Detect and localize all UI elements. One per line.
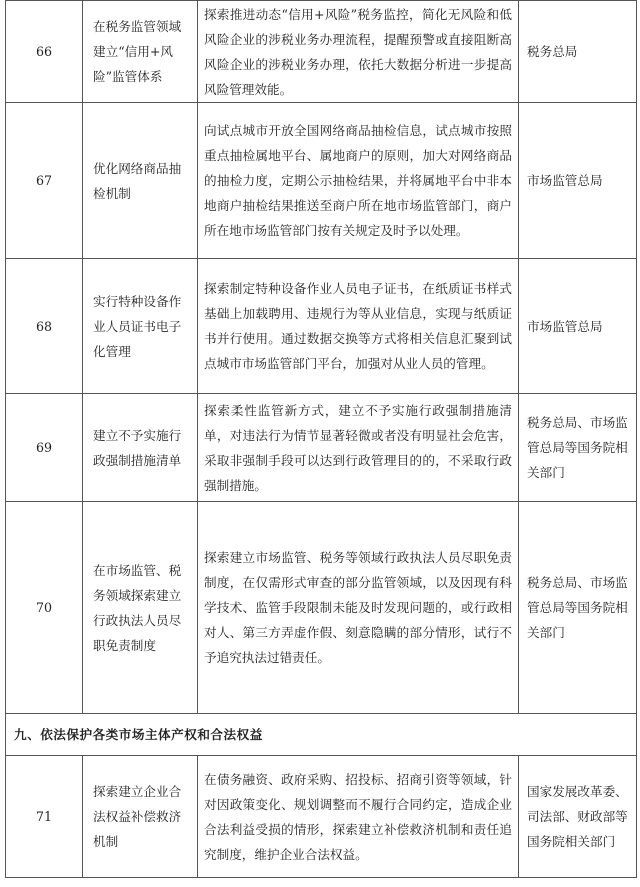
responsible-department: 税务总局 — [519, 1, 637, 103]
row-number: 70 — [6, 502, 83, 714]
responsible-department: 国家发展改革委、司法部、财政部等国务院相关部门 — [519, 756, 637, 878]
responsible-department: 市场监管总局 — [519, 103, 637, 259]
policy-table — [5, 0, 637, 878]
table-row — [6, 394, 637, 502]
measure-name: 在税务监管领域建立“信用+风险”监管体系 — [83, 1, 198, 103]
section-row — [6, 714, 637, 756]
row-number: 66 — [6, 1, 83, 103]
measure-description: 探索推进动态“信用+风险”税务监控，简化无风险和低风险企业的涉税业务办理流程，提醒预警或直接阻断高风险企业的涉税业务办理，依托大数据分析进一步提高风险管理效能。 — [198, 1, 519, 103]
measure-description: 向试点城市开放全国网络商品抽检信息，试点城市按照重点抽检属地平台、属地商户的原则，加大对网络商品的抽检力度，定期公示抽检结果，并将属地平台中非本地商户抽检结果推送至商户所在地市场监管部门，商户所在地市场监管部门按有关规定及时予以处理。 — [198, 103, 519, 259]
table-row — [6, 259, 637, 394]
responsible-department: 市场监管总局 — [519, 259, 637, 394]
measure-name: 实行特种设备作业人员证书电子化管理 — [83, 259, 198, 394]
measure-name: 建立不予实施行政强制措施清单 — [83, 394, 198, 502]
table-row — [6, 756, 637, 878]
table-row — [6, 1, 637, 103]
row-number: 69 — [6, 394, 83, 502]
table-row — [6, 103, 637, 259]
row-number: 68 — [6, 259, 83, 394]
measure-description: 探索柔性监管新方式，建立不予实施行政强制措施清单，对违法行为情节显著轻微或者没有明显社会危害，采取非强制手段可以达到行政管理目的的，不采取行政强制措施。 — [198, 394, 519, 502]
measure-name: 在市场监管、税务领域探索建立行政执法人员尽职免责制度 — [83, 502, 198, 714]
table-row — [6, 502, 637, 714]
measure-name: 优化网络商品抽检机制 — [83, 103, 198, 259]
section-title: 九、依法保护各类市场主体产权和合法权益 — [6, 714, 637, 756]
responsible-department: 税务总局、市场监管总局等国务院相关部门 — [519, 502, 637, 714]
row-number: 67 — [6, 103, 83, 259]
measure-name: 探索建立企业合法权益补偿救济机制 — [83, 756, 198, 878]
measure-description: 探索建立市场监管、税务等领域行政执法人员尽职免责制度，在仅需形式审查的部分监管领域，以及因现有科学技术、监管手段限制未能及时发现问题的，或行政相对人、第三方弄虚作假、刻意隐瞒的部分情形，试行不予追究执法过错责任。 — [198, 502, 519, 714]
measure-description: 探索制定特种设备作业人员电子证书，在纸质证书样式基础上加载聘用、违规行为等从业信息，实现与纸质证书并行使用。通过数据交换等方式将相关信息汇聚到试点城市市场监管部门平台，加强对从业人员的管理。 — [198, 259, 519, 394]
responsible-department: 税务总局、市场监管总局等国务院相关部门 — [519, 394, 637, 502]
measure-description: 在债务融资、政府采购、招投标、招商引资等领域，针对因政策变化、规划调整而不履行合同约定，造成企业合法利益受损的情形，探索建立补偿救济机制和责任追究制度，维护企业合法权益。 — [198, 756, 519, 878]
row-number: 71 — [6, 756, 83, 878]
